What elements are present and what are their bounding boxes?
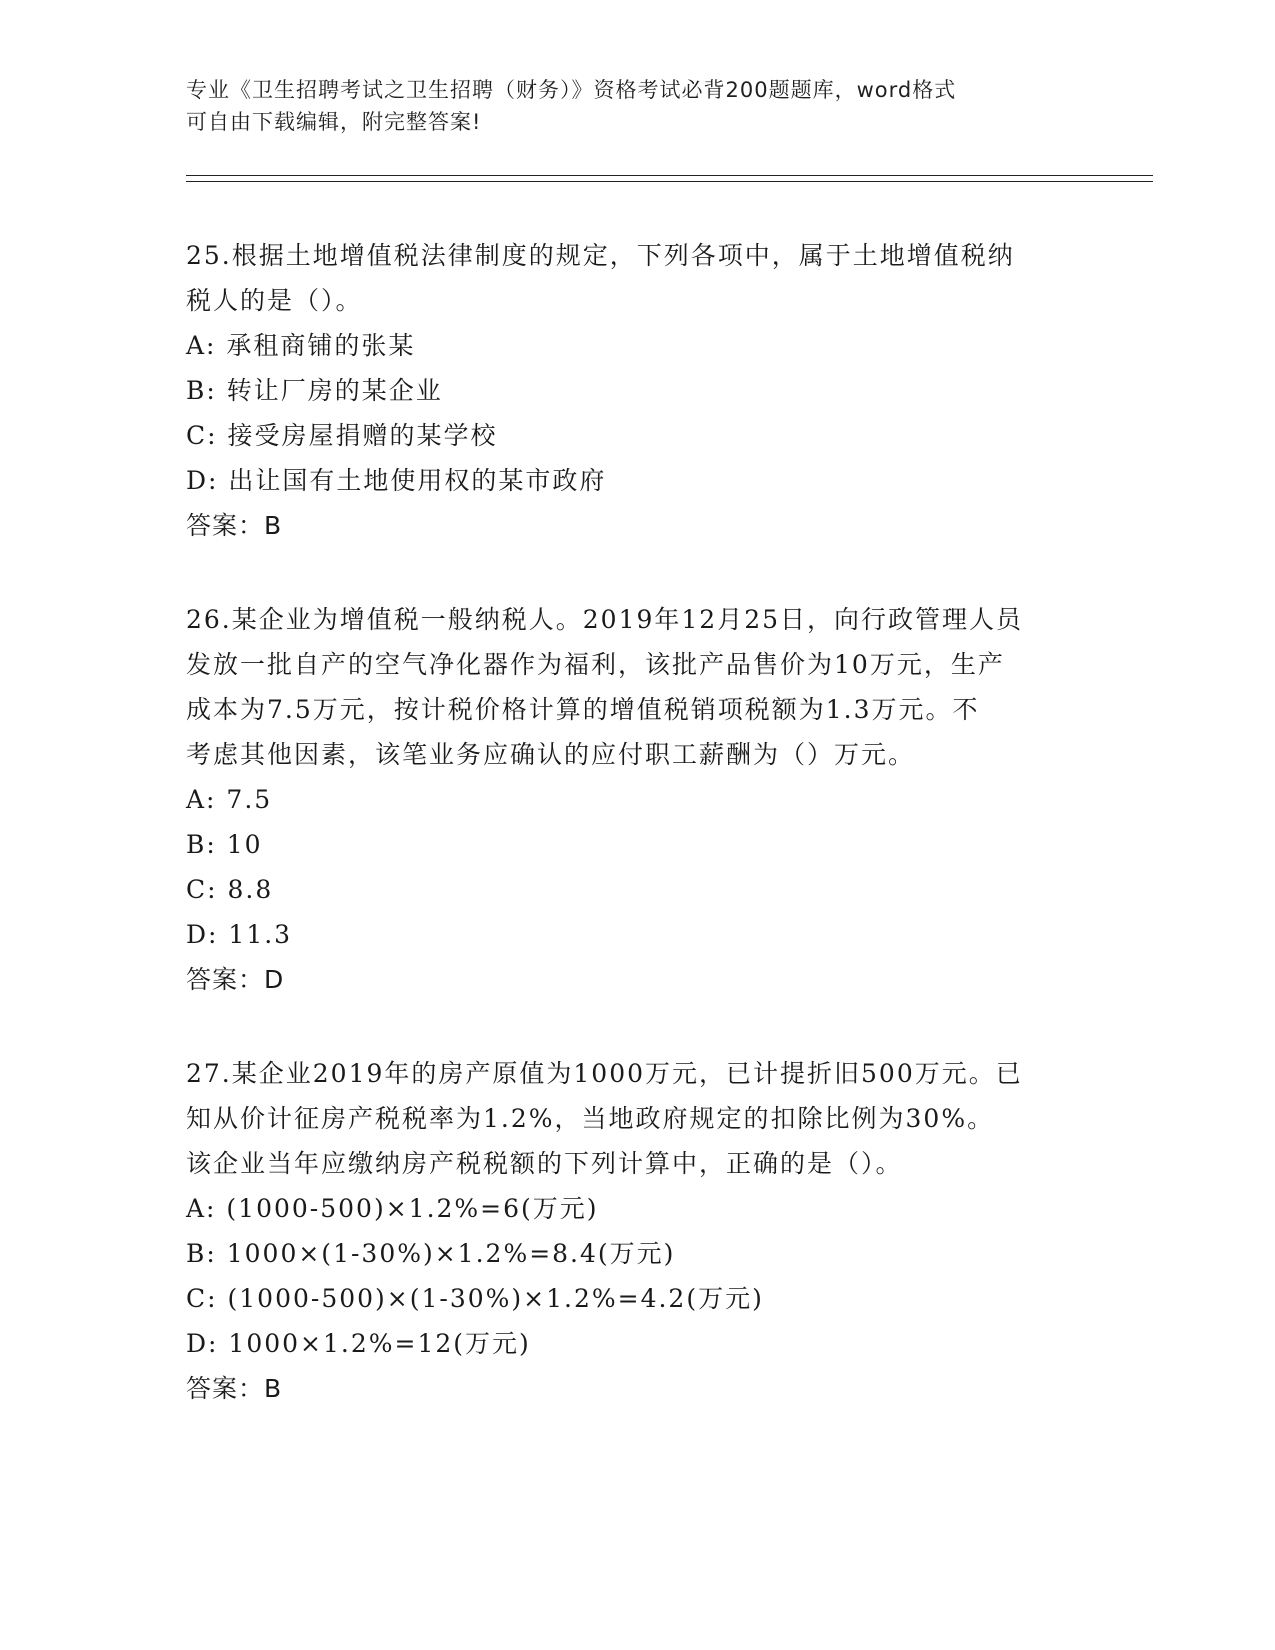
option-b: B: 转让厂房的某企业	[186, 376, 443, 405]
header-divider-top	[186, 175, 1153, 176]
question-stem-line: 27.某企业2019年的房产原值为1000万元，已计提折旧500万元。已	[186, 1059, 1023, 1088]
question-stem-line: 25.根据土地增值税法律制度的规定，下列各项中，属于土地增值税纳	[186, 241, 1015, 270]
answer-label: 答案：D	[186, 965, 285, 994]
question-stem-line: 发放一批自产的空气净化器作为福利，该批产品售价为10万元，生产	[186, 650, 1005, 679]
question-stem-line: 税人的是（）。	[186, 286, 363, 315]
option-c: C: (1000-500)×(1-30%)×1.2%=4.2(万元)	[186, 1284, 764, 1313]
question-stem-line: 考虑其他因素，该笔业务应确认的应付职工薪酬为（）万元。	[186, 740, 916, 769]
question-stem-line: 成本为7.5万元，按计税价格计算的增值税销项税额为1.3万元。不	[186, 695, 980, 724]
option-d: D: 11.3	[186, 920, 293, 949]
option-a: A: (1000-500)×1.2%=6(万元)	[186, 1194, 599, 1223]
question-26	[186, 597, 1086, 1002]
answer-label: 答案：B	[186, 511, 283, 540]
option-d: D: 1000×1.2%=12(万元)	[186, 1329, 531, 1358]
option-a: A: 7.5	[186, 785, 273, 814]
answer-label: 答案：B	[186, 1374, 283, 1403]
question-stem-line: 知从价计征房产税税率为1.2%，当地政府规定的扣除比例为30%。	[186, 1104, 995, 1133]
question-25	[186, 233, 1086, 548]
question-27	[186, 1051, 1086, 1411]
option-a: A: 承租商铺的张某	[186, 331, 416, 360]
option-d: D: 出让国有土地使用权的某市政府	[186, 466, 607, 495]
question-stem-line: 该企业当年应缴纳房产税税额的下列计算中，正确的是（）。	[186, 1149, 903, 1178]
option-b: B: 1000×(1-30%)×1.2%=8.4(万元)	[186, 1239, 676, 1268]
question-stem-line: 26.某企业为增值税一般纳税人。2019年12月25日，向行政管理人员	[186, 605, 1024, 634]
document-header	[186, 74, 1076, 138]
option-c: C: 接受房屋捐赠的某学校	[186, 421, 498, 450]
option-b: B: 10	[186, 830, 263, 859]
option-c: C: 8.8	[186, 875, 274, 904]
header-title-line-2: 可自由下载编辑，附完整答案!	[186, 110, 482, 134]
header-divider-bottom	[186, 181, 1153, 182]
header-title-line-1: 专业《卫生招聘考试之卫生招聘（财务）》资格考试必背200题题库，word格式	[186, 78, 957, 102]
